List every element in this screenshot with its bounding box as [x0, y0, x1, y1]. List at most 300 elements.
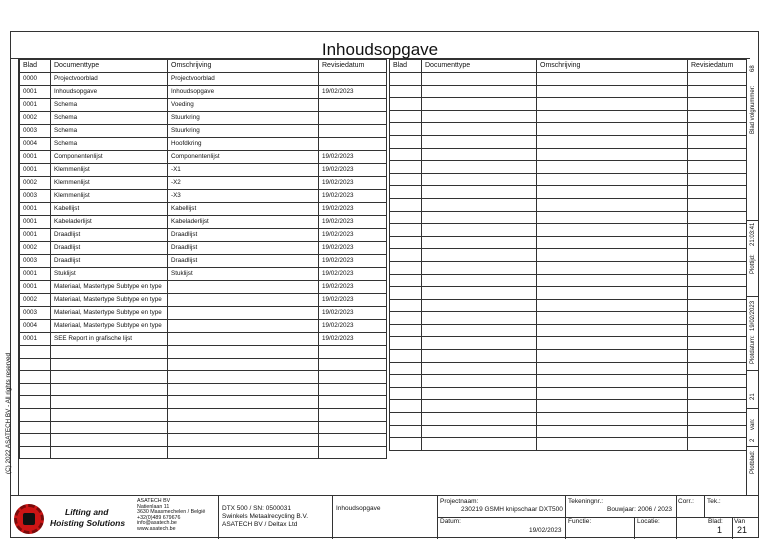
cell-revisiedatum [319, 99, 387, 112]
cell-blad [390, 135, 422, 148]
cell-omschrijving [537, 274, 688, 287]
table-row [20, 434, 387, 447]
cell-documenttype [422, 249, 537, 262]
cell-revisiedatum: 19/02/2023 [319, 307, 387, 320]
table-row [390, 400, 747, 413]
cell-revisiedatum [319, 446, 387, 459]
cell-revisiedatum [688, 312, 747, 325]
table-row [390, 413, 747, 426]
cell-blad [390, 350, 422, 363]
cell-omschrijving: Componentenlijst [168, 151, 319, 164]
cell-omschrijving [537, 337, 688, 350]
cell-revisiedatum [688, 161, 747, 174]
header-blad: Blad [20, 60, 51, 73]
cell-documenttype: Draadlijst [51, 242, 168, 255]
cell-revisiedatum [688, 135, 747, 148]
logo-line-2: Hoisting Solutions [50, 518, 126, 528]
header-revisiedatum: Revisiedatum [319, 60, 387, 73]
table-row [20, 229, 387, 242]
cell-documenttype [422, 312, 537, 325]
cell-blad [390, 123, 422, 136]
cell-omschrijving [537, 261, 688, 274]
cell-blad [390, 186, 422, 199]
cell-blad: 0001 [20, 164, 51, 177]
cell-revisiedatum: 19/02/2023 [319, 229, 387, 242]
cell-documenttype [422, 186, 537, 199]
cell-omschrijving: Draadlijst [168, 242, 319, 255]
cell-omschrijving [537, 224, 688, 237]
blad-value: 1 [717, 525, 723, 535]
cell-blad [20, 358, 51, 371]
projectnaam-value: 230219 GSMH knipschaar DXT500 [461, 506, 563, 513]
cell-omschrijving [537, 148, 688, 161]
cell-documenttype [422, 387, 537, 400]
table-row [390, 375, 747, 388]
cell-omschrijving [537, 287, 688, 300]
cell-omschrijving [537, 400, 688, 413]
machine-cell [218, 496, 332, 539]
table-header-row [390, 60, 747, 73]
cell-omschrijving [537, 211, 688, 224]
cell-documenttype [51, 396, 168, 409]
cell-omschrijving [168, 320, 319, 333]
table-row [20, 73, 387, 86]
cell-omschrijving [537, 387, 688, 400]
table-row [20, 383, 387, 396]
cell-blad [20, 434, 51, 447]
table-row [20, 358, 387, 371]
cell-omschrijving: -X3 [168, 190, 319, 203]
cell-documenttype [422, 274, 537, 287]
cell-revisiedatum [688, 299, 747, 312]
side-divider [746, 296, 759, 297]
cell-documenttype [422, 135, 537, 148]
cell-documenttype [422, 73, 537, 86]
cell-blad: 0001 [20, 281, 51, 294]
cell-revisiedatum [319, 346, 387, 359]
cell-revisiedatum [688, 123, 747, 136]
cell-omschrijving: -X2 [168, 177, 319, 190]
cell-documenttype: Schema [51, 138, 168, 151]
tekeningnr-label: Tekeningnr.: [568, 498, 604, 505]
table-row [390, 110, 747, 123]
cell-blad: 0002 [20, 294, 51, 307]
cell-omschrijving: -X1 [168, 164, 319, 177]
cell-blad: 0002 [20, 177, 51, 190]
corr-label: Corr.: [678, 498, 694, 505]
cell-blad [390, 425, 422, 438]
cell-omschrijving [537, 73, 688, 86]
cell-blad: 0003 [20, 255, 51, 268]
table-row [20, 112, 387, 125]
cell-documenttype: Materiaal, Mastertype Subtype en type [51, 281, 168, 294]
cell-omschrijving [168, 446, 319, 459]
side-divider [746, 220, 759, 221]
cell-blad [390, 375, 422, 388]
table-row [20, 177, 387, 190]
table-row [20, 268, 387, 281]
cell-blad [20, 383, 51, 396]
table-row [390, 85, 747, 98]
cell-blad: 0001 [20, 203, 51, 216]
table-row [390, 261, 747, 274]
cell-revisiedatum: 19/02/2023 [319, 216, 387, 229]
cell-blad [390, 274, 422, 287]
cell-blad [390, 324, 422, 337]
cell-revisiedatum [319, 125, 387, 138]
cell-revisiedatum: 19/02/2023 [319, 281, 387, 294]
cell-omschrijving: Inhoudsopgave [168, 86, 319, 99]
cell-omschrijving [537, 350, 688, 363]
cell-revisiedatum [319, 383, 387, 396]
cell-revisiedatum: 19/02/2023 [319, 268, 387, 281]
table-row [20, 125, 387, 138]
cell-revisiedatum [688, 287, 747, 300]
cell-blad [390, 287, 422, 300]
cell-omschrijving [537, 413, 688, 426]
cell-blad [390, 211, 422, 224]
cell-blad [20, 371, 51, 384]
cell-omschrijving [168, 396, 319, 409]
side-plotblad-label: Plotblad: [750, 450, 756, 474]
title-block [10, 495, 759, 538]
cell-omschrijving: Voeding [168, 99, 319, 112]
cell-omschrijving [537, 425, 688, 438]
cell-omschrijving [537, 299, 688, 312]
index-table-right [389, 59, 747, 451]
table-row [20, 138, 387, 151]
table-row [390, 362, 747, 375]
table-row [390, 324, 747, 337]
cell-omschrijving [537, 161, 688, 174]
datum-value: 19/02/2023 [529, 527, 562, 534]
cell-documenttype [422, 362, 537, 375]
table-row [390, 211, 747, 224]
cell-blad [20, 408, 51, 421]
cell-documenttype [422, 287, 537, 300]
cell-omschrijving [537, 98, 688, 111]
cell-revisiedatum [688, 438, 747, 451]
table-row [20, 151, 387, 164]
header-blad: Blad [390, 60, 422, 73]
cell-omschrijving [537, 123, 688, 136]
side-volgnummer-value: 68 [750, 65, 756, 72]
cell-documenttype: Kabeladerlijst [51, 216, 168, 229]
logo-line-1: Lifting and [65, 507, 109, 517]
cell-omschrijving [168, 333, 319, 346]
cell-blad [390, 73, 422, 86]
cell-documenttype [422, 98, 537, 111]
cell-documenttype [51, 346, 168, 359]
cell-documenttype [422, 110, 537, 123]
cell-documenttype [422, 173, 537, 186]
cell-omschrijving [537, 135, 688, 148]
cell-revisiedatum [688, 362, 747, 375]
cell-blad [390, 198, 422, 211]
cell-omschrijving [168, 421, 319, 434]
cell-revisiedatum: 19/02/2023 [319, 255, 387, 268]
side-van-value: 21 [750, 393, 756, 400]
cell-revisiedatum [688, 350, 747, 363]
cell-blad: 0003 [20, 307, 51, 320]
cell-documenttype: Schema [51, 125, 168, 138]
table-row [20, 281, 387, 294]
cell-omschrijving [168, 434, 319, 447]
table-row [390, 236, 747, 249]
cell-revisiedatum [688, 110, 747, 123]
cell-blad: 0002 [20, 112, 51, 125]
cell-revisiedatum [688, 211, 747, 224]
side-plotdatum-value: 19/02/2023 [750, 300, 756, 331]
cell-documenttype [422, 123, 537, 136]
cell-revisiedatum: 19/02/2023 [319, 242, 387, 255]
cell-documenttype: Projectvoorblad [51, 73, 168, 86]
cell-revisiedatum [688, 236, 747, 249]
table-row [20, 421, 387, 434]
copyright-text: (C) 2022 ASATECH BV - All rights reserved [5, 353, 12, 474]
side-volgnummer-label: Blad volgnummer: [750, 85, 756, 134]
cell-blad [20, 421, 51, 434]
cell-omschrijving [168, 371, 319, 384]
table-row [390, 274, 747, 287]
header-revisiedatum: Revisiedatum [688, 60, 747, 73]
cell-blad [390, 362, 422, 375]
cell-blad [390, 249, 422, 262]
cell-revisiedatum: 19/02/2023 [319, 203, 387, 216]
projectnaam-label: Projectnaam: [440, 498, 479, 505]
gear-center-icon [23, 513, 35, 525]
functie-label: Functie: [568, 518, 592, 525]
cell-documenttype [51, 383, 168, 396]
cell-blad [390, 173, 422, 186]
cell-omschrijving [168, 408, 319, 421]
cell-blad [390, 224, 422, 237]
side-plottijd-label: Plottijd: [750, 254, 756, 274]
table-row [20, 408, 387, 421]
cell-documenttype: Stuklijst [51, 268, 168, 281]
cell-omschrijving [537, 324, 688, 337]
cell-blad [390, 400, 422, 413]
cell-omschrijving [537, 186, 688, 199]
cell-documenttype [422, 85, 537, 98]
cell-omschrijving: Stuurkring [168, 125, 319, 138]
table-row [20, 307, 387, 320]
cell-blad [390, 299, 422, 312]
cell-revisiedatum [688, 387, 747, 400]
cell-documenttype [422, 224, 537, 237]
table-row [20, 371, 387, 384]
cell-revisiedatum [688, 173, 747, 186]
cell-documenttype [422, 261, 537, 274]
cell-revisiedatum [319, 138, 387, 151]
cell-blad [390, 161, 422, 174]
table-row [390, 123, 747, 136]
cell-blad [390, 148, 422, 161]
cell-revisiedatum [688, 85, 747, 98]
cell-documenttype [51, 408, 168, 421]
table-row [390, 73, 747, 86]
table-row [20, 99, 387, 112]
cell-documenttype: Materiaal, Mastertype Subtype en type [51, 294, 168, 307]
header-documenttype: Documenttype [51, 60, 168, 73]
table-row [20, 446, 387, 459]
cell-revisiedatum [319, 73, 387, 86]
table-row [390, 173, 747, 186]
cell-omschrijving [537, 198, 688, 211]
cell-revisiedatum [688, 186, 747, 199]
table-row [390, 135, 747, 148]
cell-documenttype [422, 413, 537, 426]
cell-documenttype [51, 446, 168, 459]
table-row [390, 350, 747, 363]
datum-label: Datum: [440, 518, 461, 525]
company-address: ASATECH BV Natienlaan 11 3630 Maasmechelen / België +32(0)489 679676 info@asatech.be www.asatech.be [137, 498, 206, 532]
cell-documenttype [422, 350, 537, 363]
cell-documenttype: Kabellijst [51, 203, 168, 216]
cell-omschrijving: Stuklijst [168, 268, 319, 281]
cell-revisiedatum [688, 324, 747, 337]
side-plotdatum-label: Plotdatum: [750, 335, 756, 364]
cell-documenttype [51, 434, 168, 447]
side-plottijd-value: 21:03:41 [750, 222, 756, 246]
cell-revisiedatum: 19/02/2023 [319, 190, 387, 203]
cell-omschrijving [537, 236, 688, 249]
cell-blad: 0000 [20, 73, 51, 86]
cell-documenttype [422, 324, 537, 337]
cell-revisiedatum [688, 249, 747, 262]
cell-omschrijving [537, 438, 688, 451]
cell-omschrijving [537, 85, 688, 98]
cell-documenttype: Schema [51, 99, 168, 112]
cell-documenttype [422, 438, 537, 451]
table-row [20, 320, 387, 333]
index-table-left [19, 59, 387, 459]
cell-blad: 0001 [20, 86, 51, 99]
cell-blad [390, 236, 422, 249]
cell-documenttype [422, 236, 537, 249]
company-logo [10, 496, 135, 539]
cell-omschrijving [168, 281, 319, 294]
cell-blad: 0001 [20, 216, 51, 229]
side-divider [746, 408, 759, 409]
table-row [390, 249, 747, 262]
cell-revisiedatum: 19/02/2023 [319, 333, 387, 346]
table-row [20, 333, 387, 346]
table-row [390, 438, 747, 451]
header-documenttype: Documenttype [422, 60, 537, 73]
cell-revisiedatum [319, 408, 387, 421]
cell-documenttype [422, 337, 537, 350]
cell-revisiedatum [688, 413, 747, 426]
table-row [390, 425, 747, 438]
cell-revisiedatum [688, 224, 747, 237]
cell-revisiedatum: 19/02/2023 [319, 294, 387, 307]
cell-revisiedatum [688, 274, 747, 287]
blad-label: Blad: [708, 518, 723, 525]
cell-revisiedatum [319, 358, 387, 371]
table-header-row [20, 60, 387, 73]
cell-blad: 0003 [20, 190, 51, 203]
cell-blad [390, 387, 422, 400]
machine-line-2: Swinkels Metaalrecycling B.V. [222, 513, 309, 520]
cell-revisiedatum [319, 112, 387, 125]
cell-omschrijving [537, 249, 688, 262]
cell-documenttype [422, 211, 537, 224]
table-row [390, 299, 747, 312]
table-row [20, 294, 387, 307]
cell-omschrijving [168, 383, 319, 396]
cell-revisiedatum [319, 371, 387, 384]
cell-documenttype: SEE Report in grafische lijst [51, 333, 168, 346]
table-row [390, 148, 747, 161]
cell-revisiedatum [688, 425, 747, 438]
table-row [390, 224, 747, 237]
cell-omschrijving [537, 312, 688, 325]
cell-revisiedatum: 19/02/2023 [319, 164, 387, 177]
cell-omschrijving [537, 173, 688, 186]
table-row [20, 346, 387, 359]
cell-blad: 0001 [20, 333, 51, 346]
cell-blad [390, 413, 422, 426]
cell-omschrijving: Kabellijst [168, 203, 319, 216]
cell-documenttype [51, 371, 168, 384]
cell-documenttype [422, 299, 537, 312]
cell-revisiedatum [688, 98, 747, 111]
table-row [390, 198, 747, 211]
cell-blad: 0004 [20, 320, 51, 333]
side-van-label: van: [750, 418, 756, 430]
cell-blad: 0001 [20, 229, 51, 242]
table-row [390, 161, 747, 174]
van-label: Van [734, 518, 746, 525]
cell-blad [390, 337, 422, 350]
cell-omschrijving [537, 110, 688, 123]
table-row [20, 203, 387, 216]
cell-blad [20, 396, 51, 409]
table-row [20, 396, 387, 409]
table-row [390, 287, 747, 300]
cell-documenttype: Schema [51, 112, 168, 125]
cell-blad [390, 85, 422, 98]
cell-revisiedatum [688, 261, 747, 274]
cell-documenttype: Componentenlijst [51, 151, 168, 164]
cell-documenttype: Draadlijst [51, 255, 168, 268]
cell-blad [20, 446, 51, 459]
cell-revisiedatum: 19/02/2023 [319, 151, 387, 164]
cell-omschrijving: Draadlijst [168, 229, 319, 242]
table-row [390, 98, 747, 111]
cell-omschrijving: Hoofdkring [168, 138, 319, 151]
cell-documenttype [422, 400, 537, 413]
doc-title-cell [332, 496, 437, 539]
cell-blad: 0001 [20, 151, 51, 164]
cell-blad [390, 110, 422, 123]
cell-omschrijving: Stuurkring [168, 112, 319, 125]
cell-blad: 0001 [20, 99, 51, 112]
cell-revisiedatum [688, 337, 747, 350]
cell-blad [20, 346, 51, 359]
cell-documenttype [422, 148, 537, 161]
cell-revisiedatum: 19/02/2023 [319, 320, 387, 333]
title-row [10, 40, 750, 59]
cell-omschrijving [537, 375, 688, 388]
table-row [20, 255, 387, 268]
cell-documenttype: Inhoudsopgave [51, 86, 168, 99]
cell-omschrijving [168, 294, 319, 307]
locatie-label: Locatie: [637, 518, 660, 525]
cell-revisiedatum: 19/02/2023 [319, 86, 387, 99]
table-row [20, 216, 387, 229]
